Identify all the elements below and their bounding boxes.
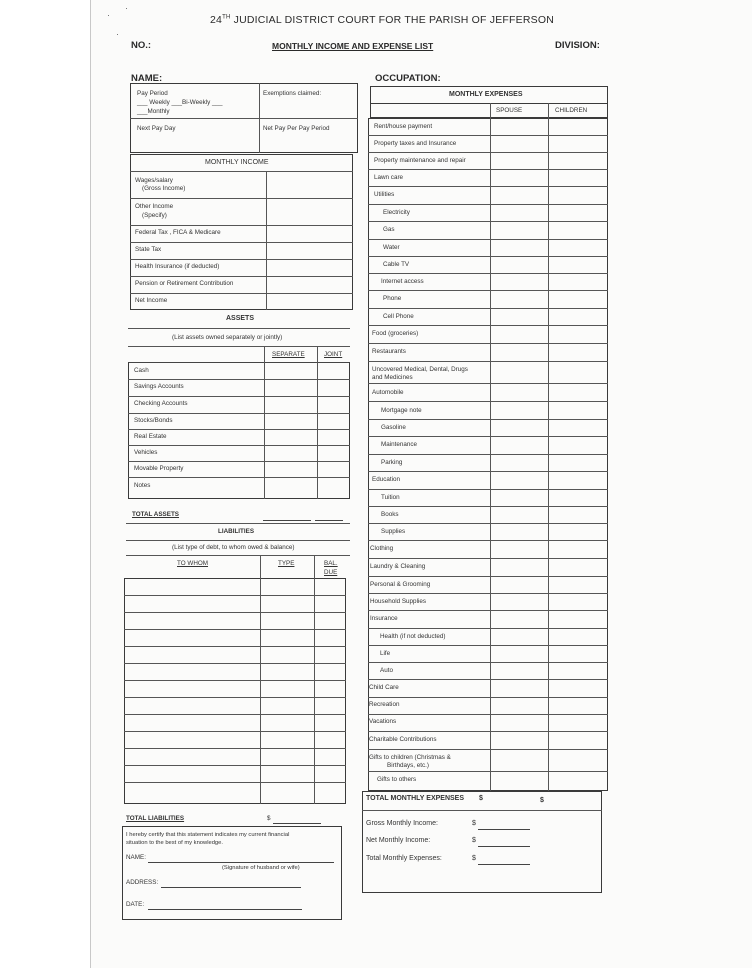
pay-weekly-options[interactable]: ___ Weekly ___Bi-Weekly ___ bbox=[137, 99, 223, 106]
total-assets-separate-blank[interactable] bbox=[263, 520, 311, 521]
expense-row-label: Clothing bbox=[370, 545, 394, 552]
name-label: NAME: bbox=[131, 73, 163, 84]
total-monthly-expenses-label: Total Monthly Expenses: bbox=[366, 855, 442, 862]
expense-row-label: Books bbox=[381, 511, 399, 518]
asset-row-label: Vehicles bbox=[134, 449, 158, 456]
court-title: 24TH JUDICIAL DISTRICT COURT FOR THE PARISH OF JEFFERSON bbox=[210, 14, 554, 26]
expense-row-label: Recreation bbox=[369, 701, 400, 708]
total-monthly-expenses-blank[interactable] bbox=[478, 864, 530, 865]
expense-row-divider bbox=[368, 169, 608, 170]
total-assets-label: TOTAL ASSETS bbox=[132, 511, 179, 518]
total-expenses-label: TOTAL MONTHLY EXPENSES bbox=[366, 795, 465, 802]
expense-row-divider bbox=[368, 731, 608, 732]
income-row-label: (Gross Income) bbox=[142, 185, 186, 192]
income-row-label: Health Insurance (if deducted) bbox=[135, 263, 220, 270]
form-title: MONTHLY INCOME AND EXPENSE LIST bbox=[272, 41, 434, 51]
expense-row-label: Utilities bbox=[374, 191, 395, 198]
next-pay-label: Next Pay Day bbox=[137, 125, 176, 132]
occupation-label: OCCUPATION: bbox=[375, 73, 441, 84]
pay-period-label: Pay Period bbox=[137, 90, 168, 97]
total-liabilities-label: TOTAL LIABILITIES bbox=[126, 815, 185, 822]
expense-row-label: Gifts to others bbox=[377, 776, 417, 783]
income-row-label: Federal Tax , FICA & Medicare bbox=[135, 229, 221, 236]
net-income-dollar: $ bbox=[472, 837, 476, 844]
total-liabilities-dollar: $ bbox=[267, 815, 271, 822]
expense-row-divider bbox=[368, 679, 608, 680]
expense-row-divider bbox=[368, 506, 608, 507]
to-whom-column-header: TO WHOM bbox=[177, 560, 209, 567]
liabilities-header: LIABILITIES bbox=[218, 528, 255, 535]
net-income-blank[interactable] bbox=[478, 846, 530, 847]
expense-row-label: Automobile bbox=[372, 389, 404, 396]
liabilities-subheader: (List type of debt, to whom owed & balance) bbox=[172, 544, 295, 551]
certify-text: situation to the best of my knowledge. bbox=[126, 840, 223, 846]
exemptions-label: Exemptions claimed: bbox=[263, 90, 322, 97]
due-column-header: DUE bbox=[324, 569, 338, 576]
expense-row-label: Birthdays, etc.) bbox=[387, 762, 429, 769]
income-row-label: Net Income bbox=[135, 297, 168, 304]
expense-row-divider bbox=[368, 523, 608, 524]
expense-row-divider bbox=[368, 749, 608, 750]
expense-row-divider bbox=[368, 135, 608, 136]
income-row-label: Wages/salary bbox=[135, 177, 173, 184]
expense-row-label: Lawn care bbox=[374, 174, 404, 181]
expense-row-label: Property maintenance and repair bbox=[374, 157, 466, 164]
expense-row-divider bbox=[368, 256, 608, 257]
case-number-label: NO.: bbox=[131, 40, 152, 51]
gross-income-dollar: $ bbox=[472, 820, 476, 827]
expense-row-divider bbox=[368, 308, 608, 309]
expense-row-divider bbox=[368, 221, 608, 222]
address-line[interactable] bbox=[161, 887, 301, 888]
expense-row-divider bbox=[368, 436, 608, 437]
net-pay-label: Net Pay Per Pay Period bbox=[263, 125, 330, 132]
expense-row-label: Food (groceries) bbox=[372, 330, 419, 337]
expense-row-divider bbox=[368, 697, 608, 698]
separate-column-header: SEPARATE bbox=[272, 351, 305, 358]
expense-row-label: Household Supplies bbox=[370, 598, 427, 605]
expense-row-divider bbox=[368, 610, 608, 611]
expense-row-label: Gas bbox=[383, 226, 395, 233]
expense-row-divider bbox=[368, 186, 608, 187]
spouse-column-header: SPOUSE bbox=[496, 107, 523, 114]
scan-speck bbox=[117, 34, 118, 35]
assets-subheader: (List assets owned separately or jointly) bbox=[172, 334, 283, 341]
expense-row-divider bbox=[368, 714, 608, 715]
pay-monthly-option[interactable]: ___Monthly bbox=[137, 108, 170, 115]
address-label: ADDRESS: bbox=[126, 879, 159, 886]
expense-row-divider bbox=[368, 401, 608, 402]
expense-row-label: Tuition bbox=[381, 494, 400, 501]
expense-row-divider bbox=[368, 471, 608, 472]
expense-row-label: Parking bbox=[381, 459, 403, 466]
date-line[interactable] bbox=[148, 909, 302, 910]
expense-row-label: Laundry & Cleaning bbox=[370, 563, 426, 570]
bal-column-header: BAL. bbox=[324, 560, 338, 567]
expense-row-label: Maintenance bbox=[381, 441, 418, 448]
expense-row-divider bbox=[368, 576, 608, 577]
total-expenses-dollar-children: $ bbox=[540, 797, 544, 804]
expense-row-label: Uncovered Medical, Dental, Drugs bbox=[372, 366, 468, 373]
certify-text: I hereby certify that this statement indicates my current financial bbox=[126, 832, 290, 838]
monthly-income-header: MONTHLY INCOME bbox=[205, 159, 269, 166]
expense-row-divider bbox=[368, 593, 608, 594]
total-expenses-dollar-spouse: $ bbox=[479, 795, 483, 802]
expense-row-divider bbox=[368, 489, 608, 490]
scan-speck bbox=[126, 8, 127, 9]
income-row-label: Other Income bbox=[135, 203, 174, 210]
expense-row-label: Cell Phone bbox=[383, 313, 414, 320]
expense-row-label: and Medicines bbox=[372, 374, 413, 381]
expense-row-divider bbox=[368, 558, 608, 559]
expense-row-divider bbox=[368, 771, 608, 772]
gross-income-blank[interactable] bbox=[478, 829, 530, 830]
income-row-label: (Specify) bbox=[142, 212, 167, 219]
expense-row-divider bbox=[368, 343, 608, 344]
expense-row-label: Insurance bbox=[370, 615, 398, 622]
expense-row-label: Child Care bbox=[369, 684, 399, 691]
signature-line[interactable] bbox=[148, 862, 334, 863]
division-label: DIVISION: bbox=[555, 40, 600, 51]
expense-row-label: Phone bbox=[383, 295, 402, 302]
assets-header: ASSETS bbox=[226, 315, 255, 322]
expense-row-label: Restaurants bbox=[372, 348, 406, 355]
expense-row-divider bbox=[368, 239, 608, 240]
asset-row-label: Cash bbox=[134, 367, 149, 374]
expense-row-divider bbox=[368, 419, 608, 420]
expense-row-divider bbox=[368, 454, 608, 455]
expense-row-label: Gasoline bbox=[381, 424, 406, 431]
scan-speck bbox=[108, 15, 109, 16]
expense-row-divider bbox=[368, 645, 608, 646]
expense-row-label: Supplies bbox=[381, 528, 406, 535]
expense-row-label: Health (if not deducted) bbox=[380, 633, 446, 640]
type-column-header: TYPE bbox=[278, 560, 295, 567]
asset-row-label: Stocks/Bonds bbox=[134, 417, 173, 424]
date-label: DATE: bbox=[126, 901, 145, 908]
expense-row-label: Electricity bbox=[383, 209, 410, 216]
expense-row-divider bbox=[368, 273, 608, 274]
asset-row-label: Savings Accounts bbox=[134, 383, 184, 390]
income-row-label: State Tax bbox=[135, 246, 162, 253]
joint-column-header: JOINT bbox=[324, 351, 343, 358]
monthly-expenses-header: MONTHLY EXPENSES bbox=[449, 91, 523, 98]
expense-row-divider bbox=[368, 204, 608, 205]
expense-row-divider bbox=[368, 540, 608, 541]
expense-row-divider bbox=[368, 662, 608, 663]
asset-row-label: Movable Property bbox=[134, 465, 184, 472]
signature-name-label: NAME: bbox=[126, 854, 146, 861]
expense-row-label: Vacations bbox=[369, 718, 397, 725]
total-assets-joint-blank[interactable] bbox=[315, 520, 343, 521]
expense-row-divider bbox=[368, 383, 608, 384]
total-monthly-expenses-dollar: $ bbox=[472, 855, 476, 862]
asset-row-label: Checking Accounts bbox=[134, 400, 188, 407]
expense-row-label: Personal & Grooming bbox=[370, 581, 431, 588]
expense-row-divider bbox=[368, 325, 608, 326]
total-liabilities-blank[interactable] bbox=[273, 823, 321, 824]
expense-row-label: Charitable Contributions bbox=[369, 736, 437, 743]
income-row-label: Pension or Retirement Contribution bbox=[135, 280, 234, 287]
expense-row-label: Auto bbox=[380, 667, 393, 674]
expense-row-label: Rent/house payment bbox=[374, 123, 433, 130]
asset-row-label: Notes bbox=[134, 482, 151, 489]
children-column-header: CHILDREN bbox=[555, 107, 588, 114]
asset-row-label: Real Estate bbox=[134, 433, 167, 440]
expense-row-label: Internet access bbox=[381, 278, 424, 285]
signature-caption: (Signature of husband or wife) bbox=[222, 865, 300, 871]
expense-row-divider bbox=[368, 361, 608, 362]
expense-row-label: Property taxes and Insurance bbox=[374, 140, 457, 147]
expense-row-label: Gifts to children (Christmas & bbox=[369, 754, 451, 761]
expense-row-label: Life bbox=[380, 650, 391, 657]
expense-row-divider bbox=[368, 628, 608, 629]
expense-row-divider bbox=[368, 152, 608, 153]
net-income-label: Net Monthly Income: bbox=[366, 837, 431, 844]
expense-row-divider bbox=[368, 290, 608, 291]
gross-income-label: Gross Monthly Income: bbox=[366, 820, 438, 827]
expense-row-label: Water bbox=[383, 244, 400, 251]
expense-row-label: Mortgage note bbox=[381, 407, 422, 414]
expense-row-label: Education bbox=[372, 476, 401, 483]
expense-row-label: Cable TV bbox=[383, 261, 410, 268]
